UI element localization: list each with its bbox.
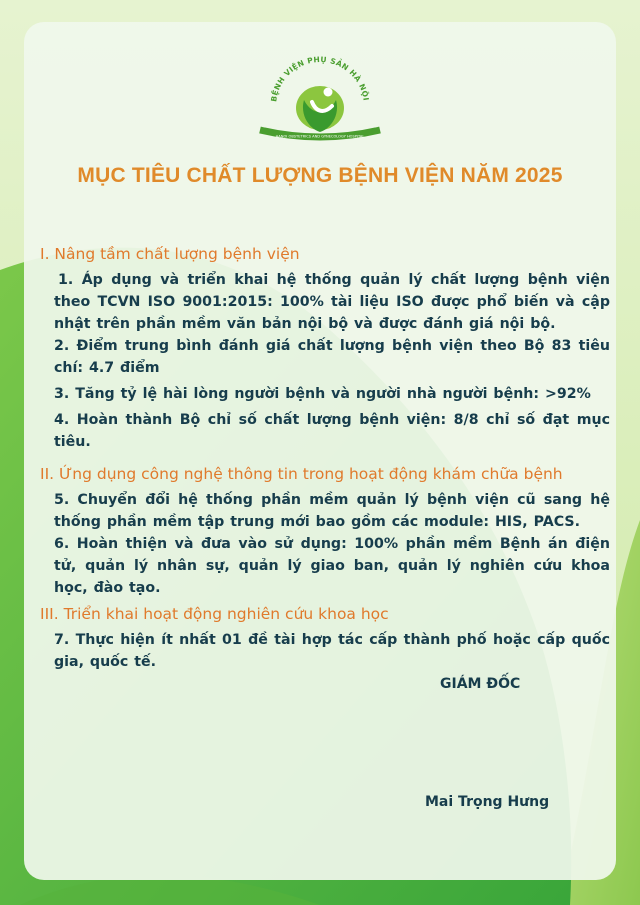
goal-item-1: 1. Áp dụng và triển khai hệ thống quản lý chất lượng bệnh viện theo TCVN ISO 9001:2015: 100% tài liệu ISO được phổ biến và cập nhật trên phần mềm văn bản nội bộ và được đánh giá nội bộ.: [54, 272, 610, 332]
goal-item-7: 7. Thực hiện ít nhất 01 đề tài hợp tác cấp thành phố hoặc cấp quốc gia, quốc tế.: [54, 632, 610, 670]
section-heading-2: II. Ứng dụng công nghệ thông tin trong hoạt động khám chữa bệnh: [40, 465, 563, 483]
goal-item-5: 5. Chuyển đổi hệ thống phần mềm quản lý bệnh viện cũ sang hệ thống phần mềm tập trung mới bao gồm các module: HIS, PACS.: [54, 492, 610, 530]
goals-content: [40, 243, 610, 673]
goal-item-4: 4. Hoàn thành Bộ chỉ số chất lượng bệnh viện: 8/8 chỉ số đạt mục tiêu.: [54, 412, 610, 450]
signature-role: GIÁM ĐỐC: [440, 676, 521, 692]
logo-banner-text: HANOI OBSTETRICS AND GYNECOLOGY HOSPITAL: [275, 134, 365, 139]
logo-arc-text: BỆNH VIỆN PHỤ SẢN HÀ NỘI: [269, 54, 371, 103]
goal-item-6: 6. Hoàn thiện và đưa vào sử dụng: 100% phần mềm Bệnh án điện tử, quản lý nhân sự, quản lý giao ban, quản lý nghiên cứu khoa học, đào tạo.: [54, 536, 610, 596]
signature-name: Mai Trọng Hưng: [425, 794, 550, 810]
section-heading-3: III. Triển khai hoạt động nghiên cứu khoa học: [40, 605, 389, 623]
hospital-logo-icon: [246, 48, 394, 148]
hospital-logo: [246, 48, 394, 148]
page-title: MỤC TIÊU CHẤT LƯỢNG BỆNH VIỆN NĂM 2025: [77, 164, 563, 187]
section-heading-1: I. Nâng tầm chất lượng bệnh viện: [40, 245, 300, 263]
goal-item-2: 2. Điểm trung bình đánh giá chất lượng bệnh viện theo Bộ 83 tiêu chí: 4.7 điểm: [54, 338, 610, 376]
goal-item-3: 3. Tăng tỷ lệ hài lòng người bệnh và người nhà người bệnh: >92%: [54, 386, 591, 402]
